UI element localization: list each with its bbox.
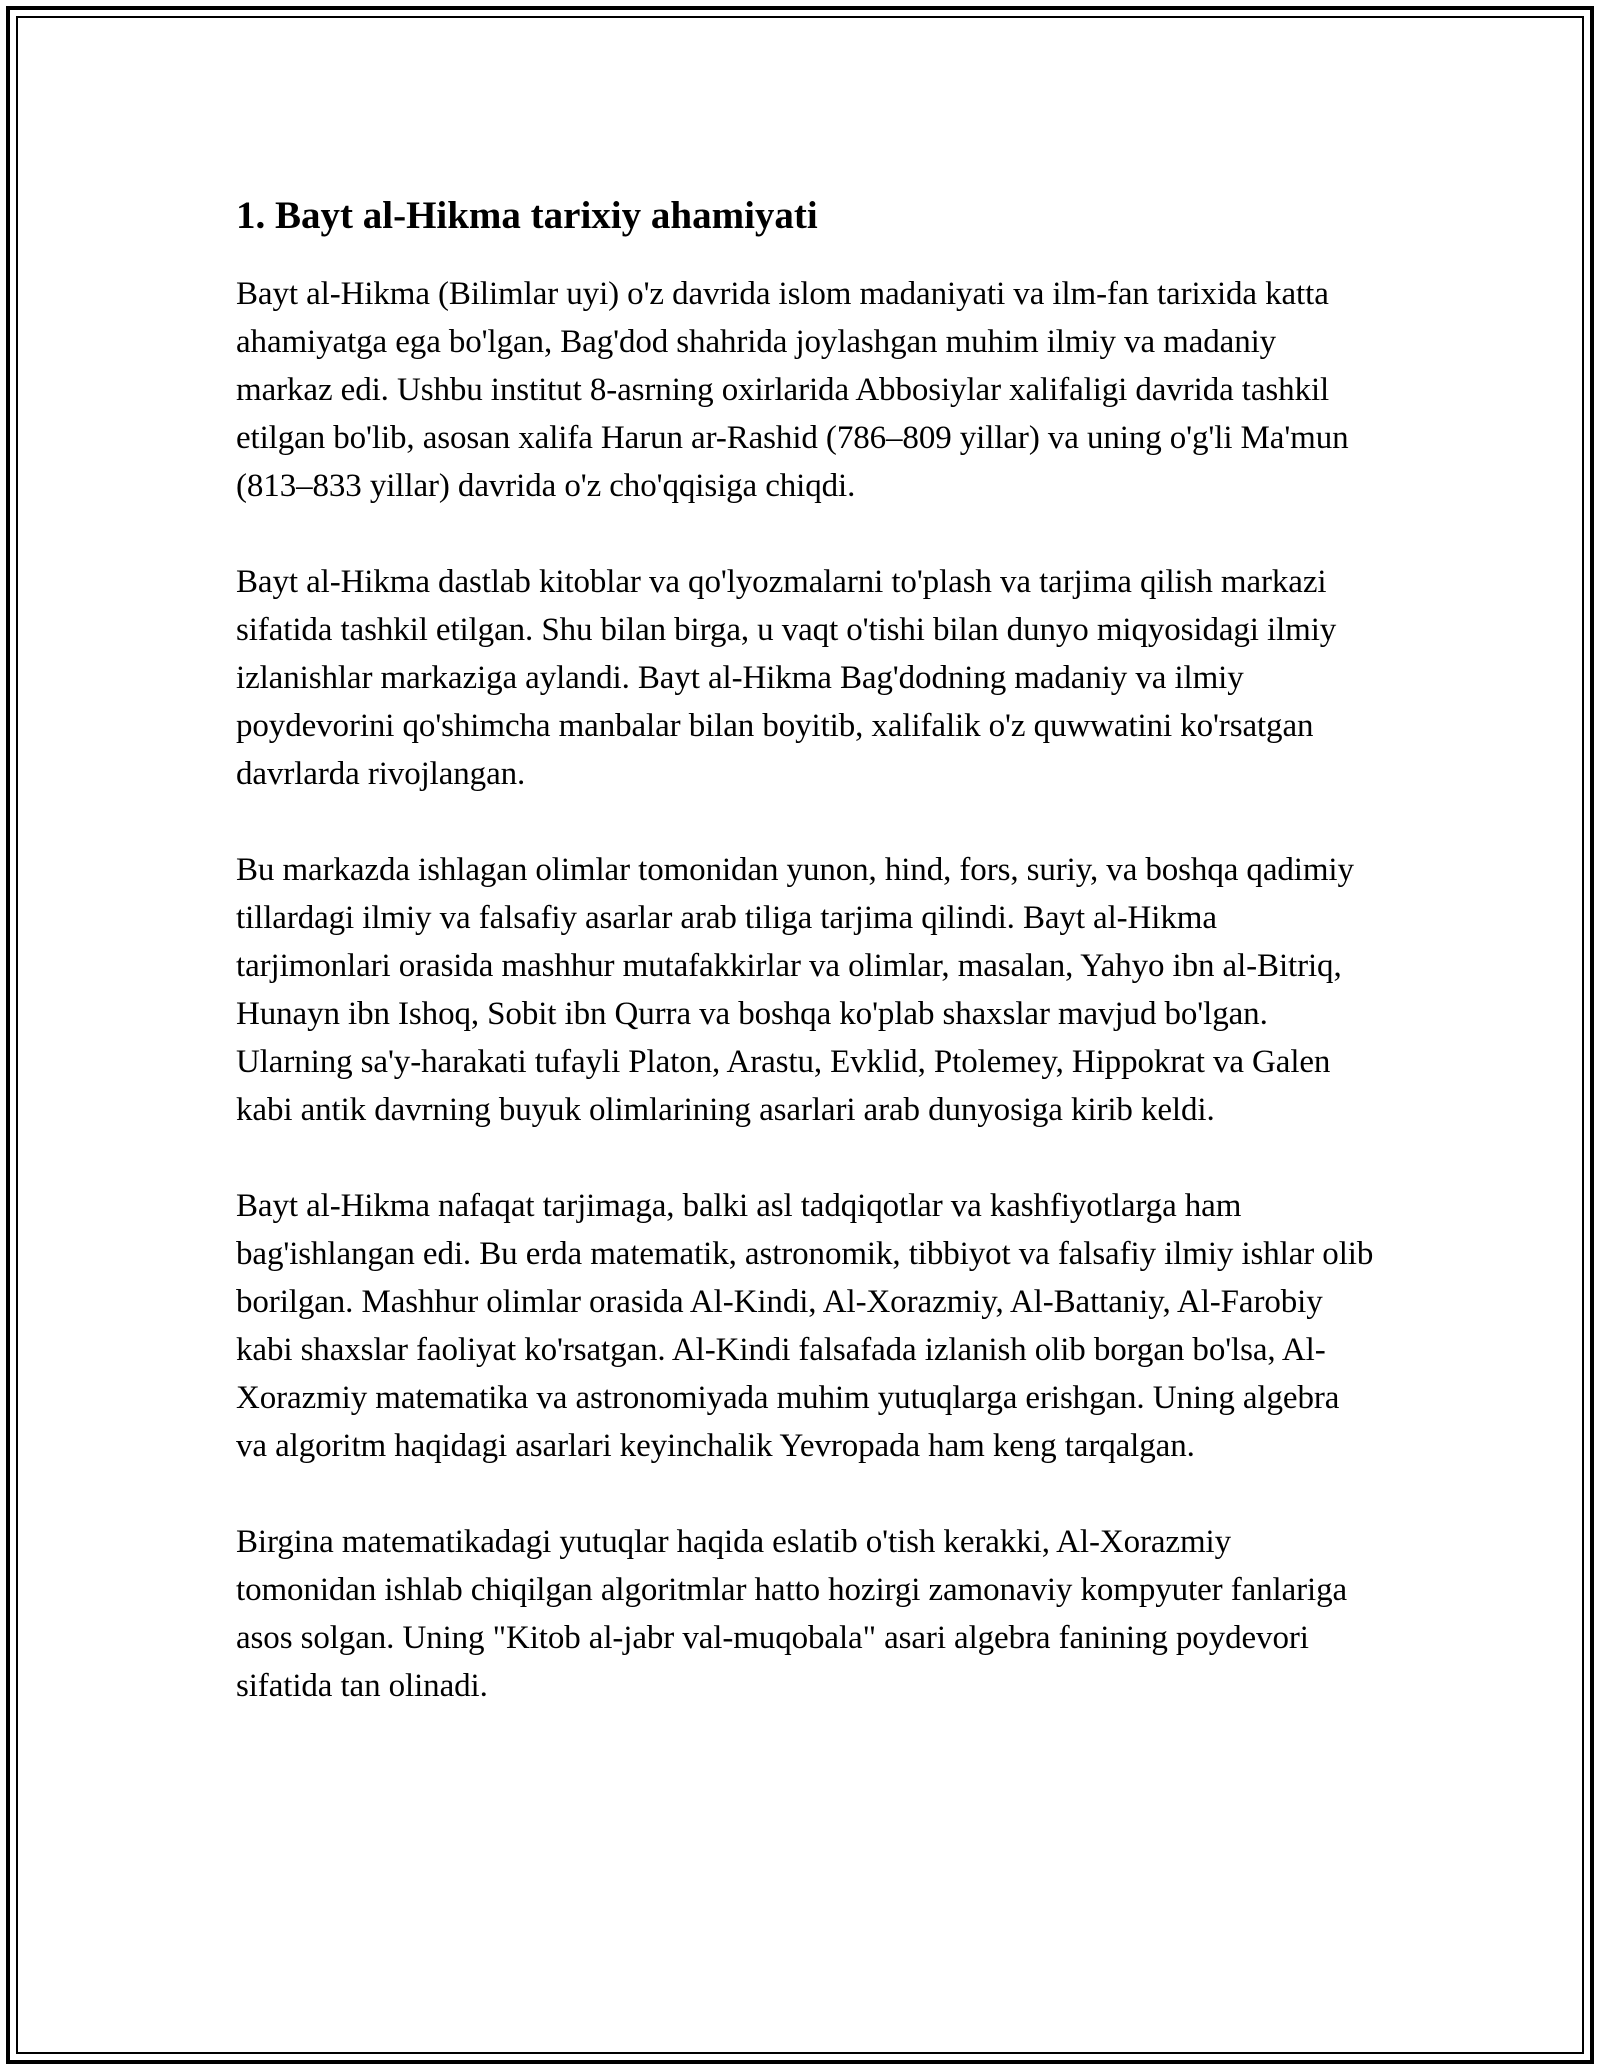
- paragraph-3: Bu markazda ishlagan olimlar tomonidan yunon, hind, fors, suriy, va boshqa qadimiy tillardagi ilmiy va falsafiy asarlar arab tiliga tarjima qilindi. Bayt al-Hikma tarjimonlari orasida mashhur mutafakkirlar va olimlar, masalan, Yahyo ibn al-Bitriq, Hunayn ibn Ishoq, Sobit ibn Qurra va boshqa ko'plab shaxslar mavjud bo'lgan. Ularning sa'y-harakati tufayli Platon, Arastu, Evklid, Ptolemey, Hippokrat va Galen kabi antik davrning buyuk olimlarining asarlari arab dunyosiga kirib keldi.: [236, 852, 1354, 1128]
- document-body: [236, 186, 1374, 1710]
- paragraph-1: Bayt al-Hikma (Bilimlar uyi) o'z davrida islom madaniyati va ilm-fan tarixida katta ahamiyatga ega bo'lgan, Bag'dod shahrida joylashgan muhim ilmiy va madaniy markaz edi. Ushbu institut 8-asrning oxirlarida Abbosiylar xalifaligi davrida tashkil etilgan bo'lib, asosan xalifa Harun ar-Rashid (786–809 yillar) va uning o'g'li Ma'mun (813–833 yillar) davrida o'z cho'qqisiga chiqdi.: [236, 276, 1349, 504]
- paragraph-4: Bayt al-Hikma nafaqat tarjimaga, balki asl tadqiqotlar va kashfiyotlarga ham bag'ishlangan edi. Bu erda matematik, astronomik, tibbiyot va falsafiy ilmiy ishlar olib borilgan. Mashhur olimlar orasida Al-Kindi, Al-Xorazmiy, Al-Battaniy, Al-Farobiy kabi shaxslar faoliyat ko'rsatgan. Al-Kindi falsafada izlanish olib borgan bo'lsa, Al-Xorazmiy matematika va astronomiyada muhim yutuqlarga erishgan. Uning algebra va algoritm haqidagi asarlari keyinchalik Yevropada ham keng tarqalgan.: [236, 1188, 1374, 1464]
- section-heading: 1. Bayt al-Hikma tarixiy ahamiyati: [236, 194, 818, 237]
- paragraph-2: Bayt al-Hikma dastlab kitoblar va qo'lyozmalarni to'plash va tarjima qilish markazi sifatida tashkil etilgan. Shu bilan birga, u vaqt o'tishi bilan dunyo miqyosidagi ilmiy izlanishlar markaziga aylandi. Bayt al-Hikma Bag'dodning madaniy va ilmiy poydevorini qo'shimcha manbalar bilan boyitib, xalifalik o'z quwwatini ko'rsatgan davrlarda rivojlangan.: [236, 564, 1337, 792]
- paragraph-5: Birgina matematikadagi yutuqlar haqida eslatib o'tish kerakki, Al-Xorazmiy tomonidan ishlab chiqilgan algoritmlar hatto hozirgi zamonaviy kompyuter fanlariga asos solgan. Uning "Kitob al-jabr val-muqobala" asari algebra fanining poydevori sifatida tan olinadi.: [236, 1524, 1348, 1704]
